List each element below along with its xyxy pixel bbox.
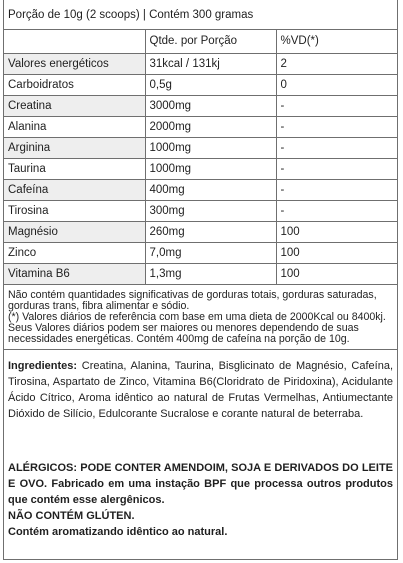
flavoring-statement: Contém aromatizando idêntico ao natural. (8, 526, 228, 538)
ingredients-text: Creatina, Alanina, Taurina, Bisglicinato de Magnésio, Cafeína, Tirosina, Aspartato de Zinco, Vitamina B6(Cloridrato de Piridoxina), Acidulante Ácido Cítrico, Aroma idêntico ao natural de Frutas Vermelhas, Antiumectante Dióxido de Silício, Edulcorante Sucralose e corante natural de beterraba. (8, 360, 393, 420)
table-cell: Vitamina B6 (4, 263, 145, 284)
table-cell: 100 (276, 242, 397, 263)
table-cell: Cafeína (4, 179, 145, 200)
table-row (4, 263, 397, 284)
table-cell: 2 (276, 53, 397, 74)
table-cell: - (276, 95, 397, 116)
table-row (4, 116, 397, 137)
table-cell: 300mg (145, 200, 276, 221)
table-row (4, 242, 397, 263)
table-row (4, 137, 397, 158)
table-header (4, 30, 397, 53)
table-row (4, 158, 397, 179)
table-cell: 100 (276, 221, 397, 242)
table-cell: Arginina (4, 137, 145, 158)
allergen-warning: ALÉRGICOS: PODE CONTER AMENDOIM, SOJA E DERIVADOS DO LEITE E OVO. Fabricado em uma instação BPF que processa outros produtos que contém esse alergênicos. (8, 462, 393, 506)
table-row (4, 95, 397, 116)
table-row (4, 74, 397, 95)
ingredients-label: Ingredientes: (8, 360, 78, 372)
header-cell: Qtde. por Porção (145, 30, 276, 53)
gluten-statement: NÃO CONTÉM GLÚTEN. (8, 510, 135, 522)
allergen-section (8, 460, 393, 540)
table-cell: Taurina (4, 158, 145, 179)
header-cell: %VD(*) (276, 30, 397, 53)
table-cell: Tirosina (4, 200, 145, 221)
table-cell: Zinco (4, 242, 145, 263)
ingredients-section (4, 349, 397, 422)
serving-size: Porção de 10g (2 scoops) | Contém 300 gramas (4, 0, 397, 30)
table-cell: 31kcal / 131kj (145, 53, 276, 74)
table-cell: 2000mg (145, 116, 276, 137)
table-cell: 7,0mg (145, 242, 276, 263)
table-cell: Creatina (4, 95, 145, 116)
table-row (4, 179, 397, 200)
nutrition-facts-panel (3, 0, 398, 560)
table-cell: 3000mg (145, 95, 276, 116)
footnote-daily-values: (*) Valores diários de referência com base em uma dieta de 2000Kcal ou 8400kj. Seus Valores diários podem ser maiores ou menores dependendo de suas necessidades energéticas. Contém 400mg de cafeína na porção de 10g. (8, 311, 386, 345)
table-cell: 260mg (145, 221, 276, 242)
table-cell: - (276, 116, 397, 137)
table-cell: 0 (276, 74, 397, 95)
footnotes (4, 284, 397, 349)
table-cell: - (276, 137, 397, 158)
table-cell: - (276, 179, 397, 200)
table-cell: 1,3mg (145, 263, 276, 284)
table-cell: - (276, 200, 397, 221)
table-row (4, 221, 397, 242)
header-cell (4, 30, 145, 53)
table-cell: Alanina (4, 116, 145, 137)
table-cell: Magnésio (4, 221, 145, 242)
nutrition-table (4, 30, 397, 284)
table-row (4, 53, 397, 74)
table-cell: 100 (276, 263, 397, 284)
table-cell: 1000mg (145, 137, 276, 158)
table-cell: - (276, 158, 397, 179)
table-cell: 1000mg (145, 158, 276, 179)
footnote-nutrients: Não contém quantidades significativas de gorduras totais, gorduras saturadas, gorduras trans, fibra alimentar e sódio. (8, 289, 377, 312)
table-cell: Carboidratos (4, 74, 145, 95)
table-row (4, 200, 397, 221)
table-cell: 0,5g (145, 74, 276, 95)
table-cell: 400mg (145, 179, 276, 200)
table-cell: Valores energéticos (4, 53, 145, 74)
